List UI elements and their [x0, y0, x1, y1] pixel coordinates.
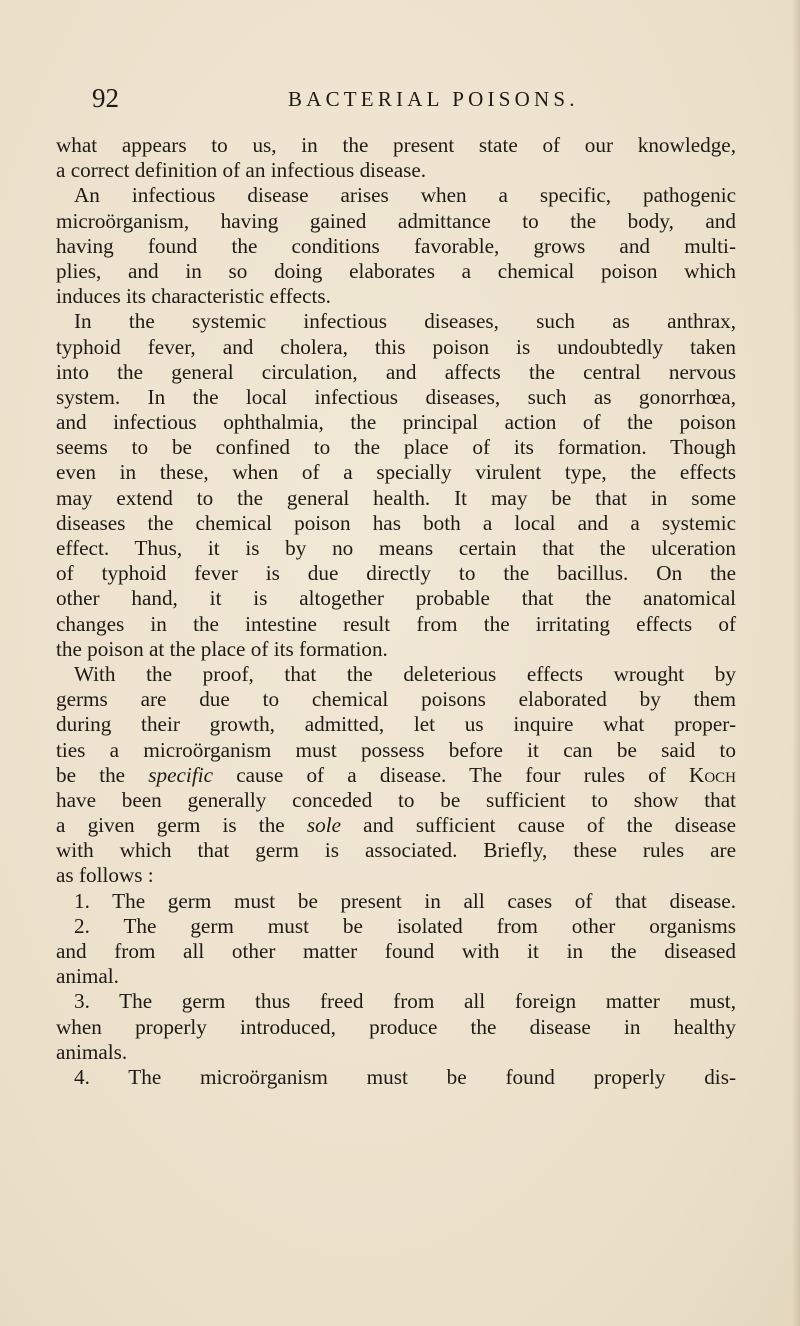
- text-line: With the proof, that the deleterious effects wrought by: [74, 661, 736, 686]
- text-line: ties a microörganism must possess before it can be said to: [56, 737, 736, 762]
- text-line: having found the conditions favorable, grows and multi-: [56, 233, 736, 258]
- italic-word: specific: [148, 762, 213, 787]
- text-line: typhoid fever, and cholera, this poison is undoubtedly taken: [56, 334, 736, 359]
- text-line: a correct definition of an infectious disease.: [56, 158, 427, 183]
- text-line: microörganism, having gained admittance to the body, and: [56, 208, 736, 233]
- text-line: and from all other matter found with it in the diseased: [56, 939, 736, 963]
- page-edge-shadow: [792, 0, 800, 1326]
- text-line: germs are due to chemical poisons elaborated by them: [56, 687, 736, 712]
- text-line: have been generally conceded to be sufficient to show that: [56, 787, 736, 812]
- text-line: other hand, it is altogether probable that the anatomical: [56, 586, 736, 611]
- text-line: induces its characteristic effects.: [56, 284, 331, 309]
- text-segment: a given germ is the: [56, 813, 307, 838]
- text-line: and infectious ophthalmia, the principal action of the poison: [56, 410, 736, 435]
- text-line: system. In the local infectious diseases, such as gonorrhœa,: [56, 384, 736, 409]
- text-line: of typhoid fever is due directly to the bacillus. On the: [56, 561, 736, 586]
- text-line: 1. The germ must be present in all cases of that disease.: [74, 888, 736, 913]
- text-line: may extend to the general health. It may be that in some: [56, 485, 736, 510]
- text-line: In the systemic infectious diseases, such as anthrax,: [74, 309, 736, 334]
- text-line: during their growth, admitted, let us inquire what proper-: [56, 712, 736, 737]
- text-line: as follows :: [56, 863, 154, 888]
- text-line: animal.: [56, 964, 119, 989]
- body-text: [56, 133, 736, 1090]
- text-segment: cause of a disease. The four rules of: [213, 762, 690, 787]
- text-line: even in these, when of a specially virulent type, the effects: [56, 460, 736, 485]
- text-line: changes in the intestine result from the irritating effects of: [56, 611, 736, 636]
- text-line: An infectious disease arises when a specific, pathogenic: [74, 183, 736, 208]
- text-line: with which that germ is associated. Briefly, these rules are: [56, 838, 736, 863]
- text-line: effect. Thus, it is by no means certain that the ulceration: [56, 536, 736, 560]
- small-caps-name: Koch: [689, 762, 736, 787]
- text-line: 4. The microörganism must be found properly dis-: [74, 1064, 736, 1089]
- text-line: plies, and in so doing elaborates a chemical poison which: [56, 258, 736, 283]
- text-line: into the general circulation, and affects the central nervous: [56, 359, 736, 384]
- running-head: BACTERIAL POISONS.: [288, 87, 579, 111]
- text-line: when properly introduced, produce the disease in healthy: [56, 1014, 736, 1039]
- text-line: diseases the chemical poison has both a local and a systemic: [56, 510, 736, 535]
- text-segment: and sufficient cause of the disease: [341, 813, 736, 838]
- text-line: animals.: [56, 1039, 128, 1064]
- page-number: 92: [92, 83, 119, 113]
- text-line: the poison at the place of its formation.: [56, 636, 388, 661]
- text-segment: be the: [56, 762, 149, 787]
- text-line: what appears to us, in the present state of our knowledge,: [56, 133, 736, 157]
- text-line: 3. The germ thus freed from all foreign matter must,: [74, 989, 736, 1014]
- page-header: [92, 80, 712, 120]
- text-line: seems to be confined to the place of its formation. Though: [56, 435, 736, 460]
- text-line: 2. The germ must be isolated from other organisms: [74, 913, 736, 938]
- text-line: [56, 813, 736, 838]
- italic-word: sole: [306, 813, 341, 838]
- text-line: [56, 763, 736, 788]
